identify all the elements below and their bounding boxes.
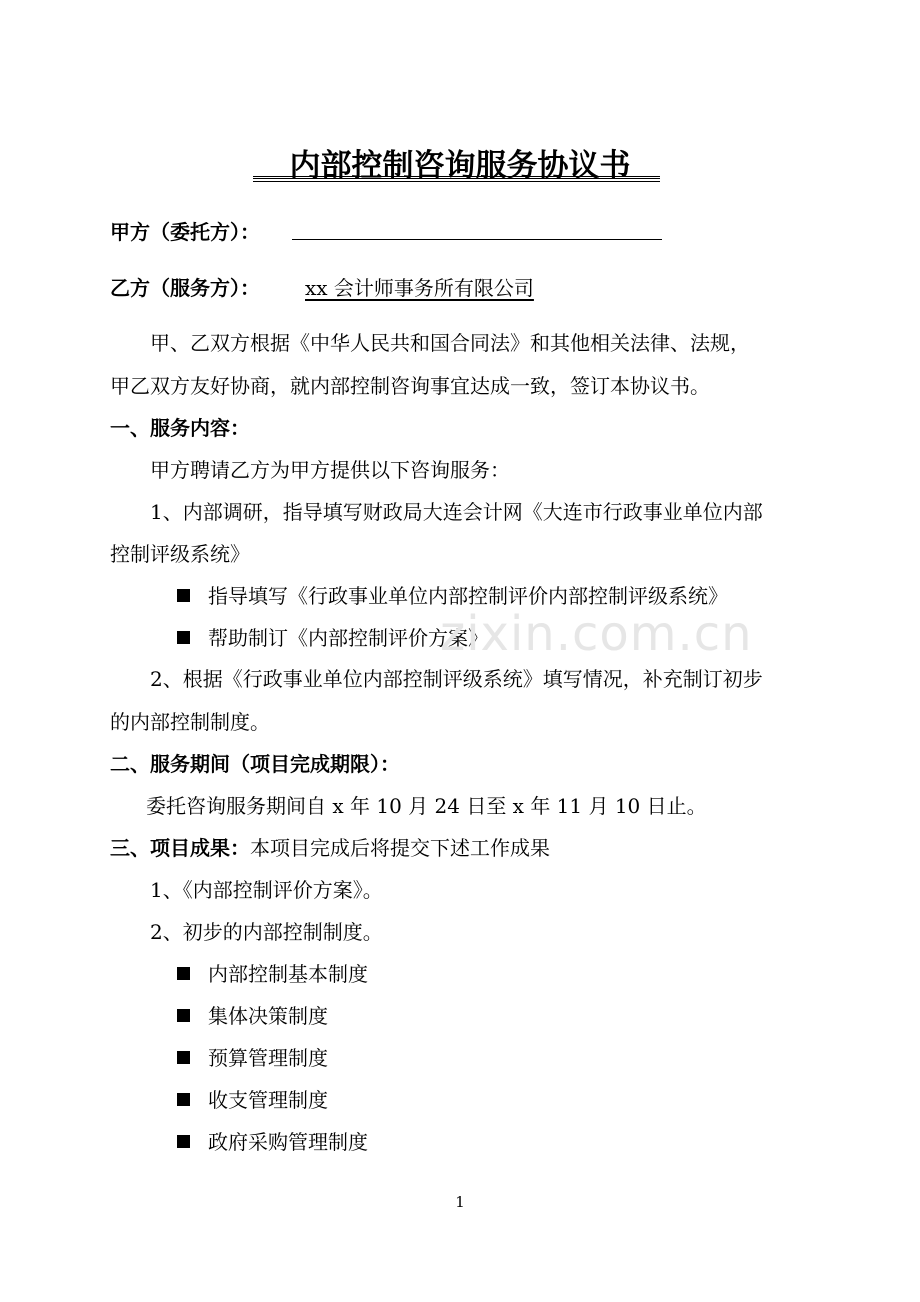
section3-item2: 2、初步的内部控制制度。 xyxy=(150,920,383,944)
list-item-text: 政府采购管理制度 xyxy=(208,1130,368,1154)
watermark: zixin.com.cn xyxy=(440,606,753,662)
list-item xyxy=(177,962,368,986)
square-bullet-icon xyxy=(177,1135,190,1148)
square-bullet-icon xyxy=(177,1009,190,1022)
intro-line-2: 甲乙双方友好协商，就内部控制咨询事宜达成一致，签订本协议书。 xyxy=(110,374,710,398)
section1-item2-line1: 2、根据《行政事业单位内部控制评级系统》填写情况，补充制订初步 xyxy=(150,667,763,691)
section3-heading-line xyxy=(110,836,550,860)
list-item-text: 预算管理制度 xyxy=(208,1046,328,1070)
party-a-blank-line xyxy=(292,239,662,240)
section1-item1-line1: 1、内部调研，指导填写财政局大连会计网《大连市行政事业单位内部 xyxy=(150,500,763,524)
list-item xyxy=(177,1130,368,1154)
list-item-text: 内部控制基本制度 xyxy=(208,962,368,986)
page-number: 1 xyxy=(455,1193,465,1211)
section1-item2-line2: 的内部控制制度。 xyxy=(110,710,270,734)
section3-heading: 三、项目成果： xyxy=(110,836,250,860)
section2-text: 委托咨询服务期间自 x 年 10 月 24 日至 x 年 11 月 10 日止。 xyxy=(146,794,707,818)
square-bullet-icon xyxy=(177,589,190,602)
list-item xyxy=(177,584,728,608)
document-title: 内部控制咨询服务协议书 xyxy=(289,148,631,184)
list-item xyxy=(177,1046,328,1070)
square-bullet-icon xyxy=(177,1051,190,1064)
section3-heading-rest: 本项目完成后将提交下述工作成果 xyxy=(250,836,550,860)
section1-item1-line2: 控制评级系统》 xyxy=(110,542,250,566)
list-item-text: 收支管理制度 xyxy=(208,1088,328,1112)
list-item xyxy=(177,1088,328,1112)
list-item xyxy=(177,1004,328,1028)
intro-line-1: 甲、乙双方根据《中华人民共和国合同法》和其他相关法律、法规， xyxy=(150,331,750,355)
section1-heading: 一、服务内容： xyxy=(110,416,250,440)
party-a-label: 甲方（委托方）： xyxy=(110,220,260,244)
list-item-text: 帮助制订《内部控制评价方案》 xyxy=(208,626,488,650)
list-item-text: 指导填写《行政事业单位内部控制评价内部控制评级系统》 xyxy=(208,584,728,608)
square-bullet-icon xyxy=(177,967,190,980)
square-bullet-icon xyxy=(177,631,190,644)
party-b-value: xx 会计师事务所有限公司 xyxy=(305,276,534,300)
square-bullet-icon xyxy=(177,1093,190,1106)
section1-lead: 甲方聘请乙方为甲方提供以下咨询服务： xyxy=(150,458,510,482)
section3-item1: 1、《内部控制评价方案》。 xyxy=(150,878,383,902)
list-item-text: 集体决策制度 xyxy=(208,1004,328,1028)
title-underline xyxy=(253,176,660,182)
party-b-label: 乙方（服务方）： xyxy=(110,276,260,300)
section2-heading: 二、服务期间（项目完成期限）： xyxy=(110,752,400,776)
